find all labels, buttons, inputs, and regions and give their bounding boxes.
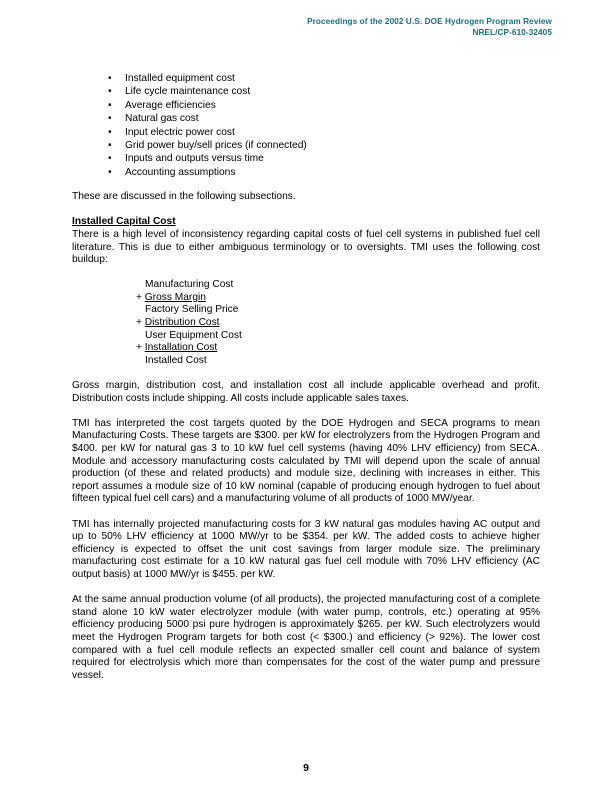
- body-paragraph-cost-targets: TMI has interpreted the cost targets quoted by the DOE Hydrogen and SECA programs to mean Manufacturing Costs. These targets are $300. per kW for electrolyzers from the Hydrogen Program and $400. per kW for natural gas 3 to 10 kW fuel cell systems (having 40% LHV efficiency) from SECA. Module and accessory manufacturing costs calculated by TMI will depend upon the scale of annual production (of these and related products) and module size, declining with increases in either. This report assumes a module size of 10 kW nominal (capable of producing enough hydrogen to fuel about fifteen typical fuel cell cars) and a manufacturing volume of all products of 1000 MW/year.: [72, 417, 540, 505]
- list-item-text: Input electric power cost: [125, 126, 235, 138]
- list-item-text: Inputs and outputs versus time: [125, 153, 264, 165]
- list-item-text: Natural gas cost: [125, 113, 199, 125]
- buildup-user-equipment-cost: User Equipment Cost: [145, 329, 242, 341]
- plus-sign: +: [136, 291, 145, 303]
- plus-sign: +: [136, 317, 145, 329]
- body-paragraph-overhead: Gross margin, distribution cost, and installation cost all include applicable overhead and profit. Distribution costs include shipping. All costs include applicable sales taxes.: [72, 380, 540, 404]
- list-item: [72, 139, 540, 152]
- buildup-distribution-cost: Distribution Cost: [144, 317, 220, 329]
- list-item-text: Grid power buy/sell prices (if connected): [125, 139, 307, 151]
- section-heading: Installed Capital Cost: [72, 216, 176, 228]
- bullet-icon: •: [108, 153, 112, 165]
- bullet-icon: •: [108, 166, 112, 178]
- page-body: [72, 72, 540, 682]
- bullet-icon: •: [108, 86, 112, 98]
- intro-paragraph: These are discussed in the following subsections.: [72, 191, 296, 203]
- list-item: [72, 126, 540, 139]
- buildup-factory-selling-price: Factory Selling Price: [145, 304, 239, 316]
- buildup-gross-margin-row: [136, 292, 540, 305]
- cost-factor-list: [72, 72, 540, 179]
- plus-sign: +: [136, 342, 145, 354]
- bullet-icon: •: [108, 73, 112, 84]
- buildup-installation-cost: Installation Cost: [144, 342, 218, 354]
- bullet-icon: •: [108, 126, 112, 138]
- buildup-gross-margin: Gross Margin: [144, 291, 206, 303]
- buildup-distribution-cost-row: [136, 317, 540, 330]
- buildup-installed-cost: Installed Cost: [145, 354, 207, 366]
- list-item: [72, 166, 540, 179]
- bullet-icon: •: [108, 99, 112, 111]
- buildup-manufacturing-cost: Manufacturing Cost: [145, 279, 234, 291]
- body-paragraph-electrolyzer: At the same annual production volume (of all products), the projected manufacturing cost of a complete stand alone 10 kW water electrolyzer module (with water pump, controls, etc.) operating at 95% efficiency producing 5000 psi pure hydrogen is approximately $265. per kW. Such electrolyzers would meet the Hydrogen Program targets for both cost (< $300.) and efficiency (> 92%). The lower cost compared with a fuel cell module reflects an expected smaller cell count and balance of system required for electrolysis which more than compensates for the cost of the water pump and pressure vessel.: [72, 594, 540, 681]
- buildup-installation-cost-row: [136, 342, 540, 355]
- header-report-number: NREL/CP-610-32405: [472, 28, 552, 37]
- list-item: [72, 99, 540, 112]
- list-item: [72, 72, 540, 85]
- list-item-text: Average efficiencies: [125, 99, 216, 111]
- list-item: [72, 85, 540, 98]
- header-proceedings-title: Proceedings of the 2002 U.S. DOE Hydrogen Program Review: [307, 17, 552, 26]
- bullet-icon: •: [108, 139, 112, 151]
- list-item: [72, 152, 540, 165]
- list-item-text: Life cycle maintenance cost: [125, 86, 251, 98]
- running-header: [307, 16, 552, 38]
- section-paragraph: There is a high level of inconsistency regarding capital costs of fuel cell systems in published fuel cell literature. This is due to either ambiguous terminology or to oversights. TMI uses the following cost buildup:: [72, 228, 540, 266]
- list-item: [72, 112, 540, 125]
- page-number: 9: [303, 762, 309, 774]
- body-paragraph-projected-costs: TMI has internally projected manufacturing costs for 3 kW natural gas modules having AC output and up to 50% LHV efficiency at 1000 MW/yr to be $354. per kW. The added costs to achieve higher efficiency is expected to offset the unit cost savings from larger module size. The preliminary manufacturing cost estimate for a 10 kW natural gas fuel cell module with 70% LHV efficiency (AC output basis) at 1000 MW/yr is $455. per kW.: [72, 518, 540, 580]
- list-item-text: Installed equipment cost: [125, 73, 235, 84]
- cost-buildup: [136, 279, 540, 367]
- bullet-icon: •: [108, 113, 112, 125]
- list-item-text: Accounting assumptions: [125, 166, 236, 178]
